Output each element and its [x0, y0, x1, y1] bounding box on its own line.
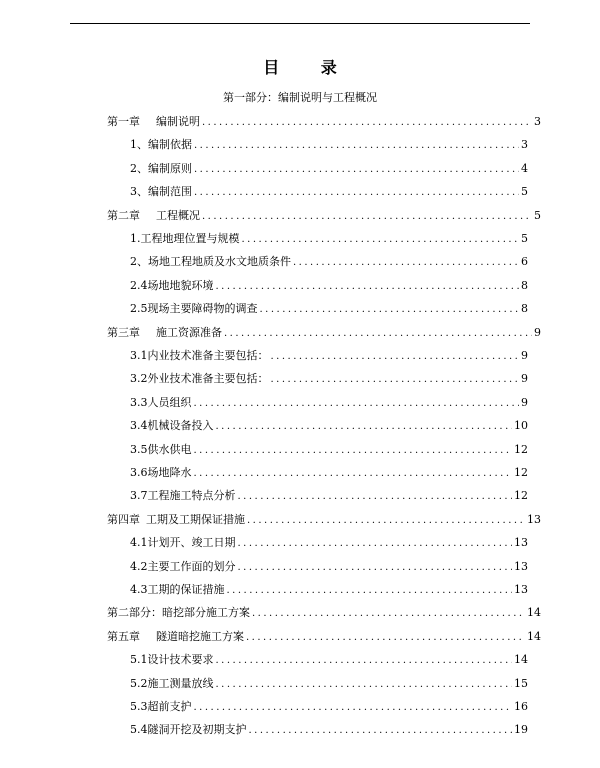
- toc-entry-text: 3.2外业技术准备主要包括：: [130, 372, 269, 385]
- toc-chapter-entry[interactable]: [107, 512, 541, 528]
- header-rule: [70, 23, 530, 24]
- toc-page-number: 14: [527, 630, 541, 643]
- toc-section-entry[interactable]: [130, 465, 528, 481]
- toc-page-number: 9: [521, 372, 528, 385]
- toc-page-number: 10: [514, 419, 528, 432]
- toc-entry-label: [107, 512, 245, 528]
- toc-page-number: 8: [521, 302, 528, 315]
- toc-section-entry[interactable]: [130, 161, 528, 177]
- toc-page-number: 13: [514, 560, 528, 573]
- toc-dot-leader: [238, 536, 513, 552]
- toc-section-entry[interactable]: [130, 535, 528, 551]
- toc-entry-label: [130, 348, 269, 364]
- toc-entry-text: 第二部分：暗挖部分施工方案: [107, 606, 250, 619]
- toc-page-number: 5: [521, 232, 528, 245]
- toc-page-number: 3: [534, 115, 541, 128]
- toc-page-number: 12: [514, 489, 528, 502]
- toc-dot-leader: [271, 349, 520, 365]
- toc-entry-label: [130, 137, 192, 153]
- toc-entry-label: [107, 208, 200, 224]
- toc-entry-text: 2.5现场主要障碍物的调查: [130, 302, 258, 315]
- toc-dot-leader: [238, 560, 513, 576]
- toc-entry-text: 工程概况: [156, 209, 200, 222]
- toc-page-number: 9: [521, 349, 528, 362]
- toc-entry-label: [130, 184, 192, 200]
- toc-dot-leader: [202, 209, 532, 225]
- toc-entry-label: [107, 325, 222, 341]
- toc-page-number: 19: [514, 723, 528, 736]
- toc-entry-label: [130, 418, 214, 434]
- toc-entry-text: 5.4隧洞开挖及初期支护: [130, 723, 247, 736]
- part-one-heading: 第一部分：编制说明与工程概况: [223, 91, 377, 104]
- toc-chapter-number: 第四章: [107, 513, 140, 526]
- toc-section-entry[interactable]: [130, 442, 528, 458]
- toc-entry-text: 1.工程地理位置与规模: [130, 232, 240, 245]
- toc-entry-label: [130, 254, 291, 270]
- toc-page-number: 5: [521, 185, 528, 198]
- toc-dot-leader: [194, 700, 513, 716]
- toc-entry-label: [130, 582, 225, 598]
- toc-page-number: 13: [527, 513, 541, 526]
- toc-page-number: 4: [521, 162, 528, 175]
- toc-dot-leader: [224, 326, 532, 342]
- toc-page-number: 14: [514, 653, 528, 666]
- toc-entry-text: 3.5供水供电: [130, 443, 192, 456]
- toc-section-entry[interactable]: [130, 184, 528, 200]
- toc-page-number: 15: [514, 677, 528, 690]
- toc-dot-leader: [194, 396, 520, 412]
- toc-entry-text: 3、编制范围: [130, 185, 192, 198]
- toc-section-entry[interactable]: [130, 231, 528, 247]
- toc-dot-leader: [293, 255, 519, 271]
- toc-entry-label: [130, 676, 214, 692]
- toc-dot-leader: [249, 723, 513, 739]
- toc-dot-leader: [202, 115, 532, 131]
- toc-entry-text: 3.1内业技术准备主要包括：: [130, 349, 269, 362]
- toc-entry-text: 5.2施工测量放线: [130, 677, 214, 690]
- toc-entry-text: 编制说明: [156, 115, 200, 128]
- toc-entry-text: 2、编制原则: [130, 162, 192, 175]
- toc-entry-text: 施工资源准备: [156, 326, 222, 339]
- toc-dot-leader: [271, 372, 520, 388]
- toc-section-entry[interactable]: [130, 371, 528, 387]
- toc-page-number: 6: [521, 255, 528, 268]
- toc-entry-label: [130, 161, 192, 177]
- toc-entry-label: [130, 278, 214, 294]
- toc-dot-leader: [216, 419, 513, 435]
- toc-chapter-number: 第一章: [107, 115, 140, 128]
- toc-entry-label: [107, 629, 244, 645]
- toc-entry-text: 工期及工期保证措施: [146, 513, 245, 526]
- toc-page-number: 16: [514, 700, 528, 713]
- toc-page-number: 9: [521, 396, 528, 409]
- toc-page-number: 8: [521, 279, 528, 292]
- toc-page-number: 12: [514, 466, 528, 479]
- toc-entry-text: 4.3工期的保证措施: [130, 583, 225, 596]
- toc-entry-text: 4.1计划开、竣工日期: [130, 536, 236, 549]
- toc-entry-text: 3.6场地降水: [130, 466, 192, 479]
- toc-page-number: 9: [534, 326, 541, 339]
- toc-dot-leader: [216, 653, 513, 669]
- toc-entry-text: 3.3人员组织: [130, 396, 192, 409]
- page-title: 目 录: [263, 58, 355, 77]
- toc-entry-text: 5.1设计技术要求: [130, 653, 214, 666]
- toc-dot-leader: [216, 279, 520, 295]
- toc-dot-leader: [242, 232, 520, 248]
- toc-section-entry[interactable]: [130, 722, 528, 738]
- toc-entry-label: [130, 699, 192, 715]
- toc-entry-label: [130, 652, 214, 668]
- toc-section-entry[interactable]: [130, 278, 528, 294]
- toc-entry-label: [107, 114, 200, 130]
- toc-section-entry[interactable]: [130, 418, 528, 434]
- toc-entry-text: 3.4机械设备投入: [130, 419, 214, 432]
- toc-entry-text: 5.3超前支护: [130, 700, 192, 713]
- toc-section-entry[interactable]: [130, 676, 528, 692]
- toc-chapter-entry[interactable]: [107, 605, 541, 621]
- toc-section-entry[interactable]: [130, 699, 528, 715]
- toc-entry-label: [130, 559, 236, 575]
- toc-section-entry[interactable]: [130, 348, 528, 364]
- toc-chapter-entry[interactable]: [107, 208, 541, 224]
- toc-entry-label: [130, 465, 192, 481]
- toc-dot-leader: [252, 606, 525, 622]
- toc-chapter-number: 第二章: [107, 209, 140, 222]
- toc-entry-label: [130, 722, 247, 738]
- toc-dot-leader: [194, 443, 513, 459]
- toc-entry-label: [130, 301, 258, 317]
- toc-entry-label: [107, 605, 250, 621]
- toc-chapter-entry[interactable]: [107, 629, 541, 645]
- toc-section-entry[interactable]: [130, 137, 528, 153]
- toc-page-number: 13: [514, 583, 528, 596]
- toc-entry-label: [130, 488, 236, 504]
- toc-dot-leader: [260, 302, 520, 318]
- toc-entry-label: [130, 231, 240, 247]
- toc-section-entry[interactable]: [130, 395, 528, 411]
- toc-dot-leader: [194, 162, 519, 178]
- toc-entry-label: [130, 442, 192, 458]
- toc-entry-text: 4.2主要工作面的划分: [130, 560, 236, 573]
- toc-chapter-entry[interactable]: [107, 114, 541, 130]
- toc-section-entry[interactable]: [130, 582, 528, 598]
- toc-dot-leader: [238, 489, 513, 505]
- toc-entry-label: [130, 371, 269, 387]
- toc-dot-leader: [247, 513, 525, 529]
- toc-entry-text: 1、编制依据: [130, 138, 192, 151]
- toc-entry-text: 隧道暗挖施工方案: [156, 630, 244, 643]
- toc-section-entry[interactable]: [130, 254, 528, 270]
- toc-section-entry[interactable]: [130, 559, 528, 575]
- toc-page-number: 14: [527, 606, 541, 619]
- toc-chapter-number: 第五章: [107, 630, 140, 643]
- toc-page-number: 12: [514, 443, 528, 456]
- toc-section-entry[interactable]: [130, 488, 528, 504]
- toc-dot-leader: [227, 583, 513, 599]
- toc-entry-label: [130, 395, 192, 411]
- toc-entry-label: [130, 535, 236, 551]
- toc-section-entry[interactable]: [130, 301, 528, 317]
- toc-entry-text: 2.4场地地貌环境: [130, 279, 214, 292]
- toc-entry-text: 2、场地工程地质及水文地质条件: [130, 255, 291, 268]
- toc-dot-leader: [194, 466, 513, 482]
- toc-entry-text: 3.7工程施工特点分析: [130, 489, 236, 502]
- toc-page-number: 13: [514, 536, 528, 549]
- toc-dot-leader: [216, 677, 513, 693]
- toc-chapter-entry[interactable]: [107, 325, 541, 341]
- toc-chapter-number: 第三章: [107, 326, 140, 339]
- toc-page-number: 5: [534, 209, 541, 222]
- toc-dot-leader: [194, 185, 519, 201]
- toc-page-number: 3: [521, 138, 528, 151]
- toc-dot-leader: [194, 138, 519, 154]
- toc-dot-leader: [246, 630, 525, 646]
- toc-section-entry[interactable]: [130, 652, 528, 668]
